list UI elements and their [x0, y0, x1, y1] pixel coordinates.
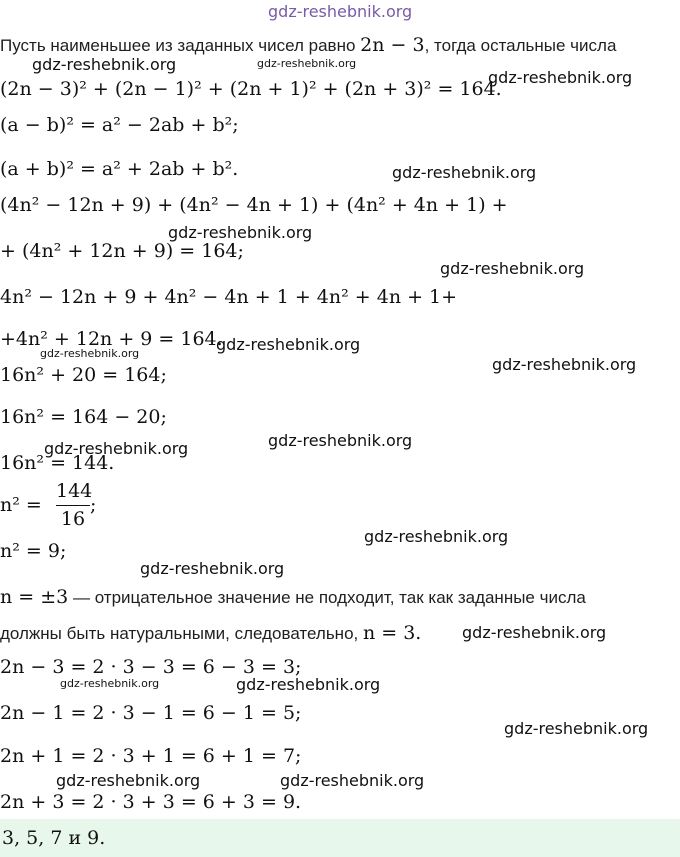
- watermark: gdz-reshebnik.org: [440, 259, 585, 278]
- identity-square-sum: (a + b)² = a² + 2ab + b².: [0, 158, 239, 180]
- n-value-line: [0, 586, 586, 608]
- step-16n2-plus-20: 16n² + 20 = 164;: [0, 364, 167, 386]
- intro-after: , тогда остальные числа: [424, 36, 617, 55]
- natural-numbers-line: [0, 622, 421, 644]
- fraction-numerator: 144: [56, 480, 93, 502]
- equation-main: (2n − 3)² + (2n − 1)² + (2n + 1)² + (2n + 3)² = 164.: [0, 78, 502, 100]
- result-line-3: 2n + 1 = 2 · 3 + 1 = 6 + 1 = 7;: [0, 745, 302, 767]
- watermark: gdz-reshebnik.org: [236, 675, 381, 694]
- n-value-expr: n = ±3: [0, 586, 69, 608]
- result-line-4: 2n + 3 = 2 · 3 + 3 = 6 + 3 = 9.: [0, 791, 302, 813]
- result-line-1: 2n − 3 = 2 · 3 − 3 = 6 − 3 = 3;: [0, 656, 302, 678]
- watermark: gdz-reshebnik.org: [140, 559, 285, 578]
- natural-numbers-text: должны быть натуральными, следовательно,: [0, 624, 363, 643]
- step-n2-equals-9: n² = 9;: [0, 540, 67, 562]
- n-value-text: — отрицательное значение не подходит, так как заданные числа: [68, 588, 586, 607]
- fraction-lhs: n² =: [0, 494, 42, 516]
- result-line-2: 2n − 1 = 2 · 3 − 1 = 6 − 1 = 5;: [0, 702, 302, 724]
- watermark: gdz-reshebnik.org: [168, 223, 313, 242]
- intro-line: [0, 34, 616, 56]
- watermark: gdz-reshebnik.org: [56, 771, 201, 790]
- answer-text: 3, 5, 7 и 9.: [2, 827, 106, 849]
- watermark: gdz-reshebnik.org: [462, 623, 607, 642]
- watermark: gdz-reshebnik.org: [268, 2, 413, 21]
- step-16n2-result: 16n² = 144.: [0, 452, 115, 474]
- watermark: gdz-reshebnik.org: [488, 68, 633, 87]
- expansion-line-2: + (4n² + 12n + 9) = 164;: [0, 240, 244, 262]
- watermark: gdz-reshebnik.org: [392, 163, 537, 182]
- watermark: gdz-reshebnik.org: [268, 431, 413, 450]
- fraction-end: ;: [90, 494, 97, 516]
- fraction-bar: [56, 505, 90, 506]
- watermark: gdz-reshebnik.org: [40, 347, 140, 360]
- step-16n2-subtract: 16n² = 164 − 20;: [0, 406, 167, 428]
- watermark: gdz-reshebnik.org: [492, 355, 637, 374]
- watermark: gdz-reshebnik.org: [216, 335, 361, 354]
- natural-numbers-expr: n = 3.: [362, 622, 422, 644]
- expansion-line-1: (4n² − 12n + 9) + (4n² − 4n + 1) + (4n² + 4n + 1) +: [0, 194, 508, 216]
- simplification-line-1: 4n² − 12n + 9 + 4n² − 4n + 1 + 4n² + 4n + 1+: [0, 286, 458, 308]
- watermark: gdz-reshebnik.org: [280, 771, 425, 790]
- watermark: gdz-reshebnik.org: [60, 677, 160, 690]
- watermark: gdz-reshebnik.org: [44, 439, 189, 458]
- intro-before: Пусть наименьшее из заданных чисел равно: [0, 36, 356, 55]
- watermark: gdz-reshebnik.org: [504, 719, 649, 738]
- fraction-denominator: 16: [60, 508, 86, 530]
- watermark: gdz-reshebnik.org: [257, 57, 357, 70]
- answer-box: [0, 819, 680, 857]
- watermark: gdz-reshebnik.org: [32, 55, 177, 74]
- identity-square-difference: (a − b)² = a² − 2ab + b²;: [0, 114, 239, 136]
- intro-expr: 2n − 3: [360, 34, 425, 56]
- simplification-line-2: +4n² + 12n + 9 = 164.: [0, 328, 223, 350]
- watermark: gdz-reshebnik.org: [364, 527, 509, 546]
